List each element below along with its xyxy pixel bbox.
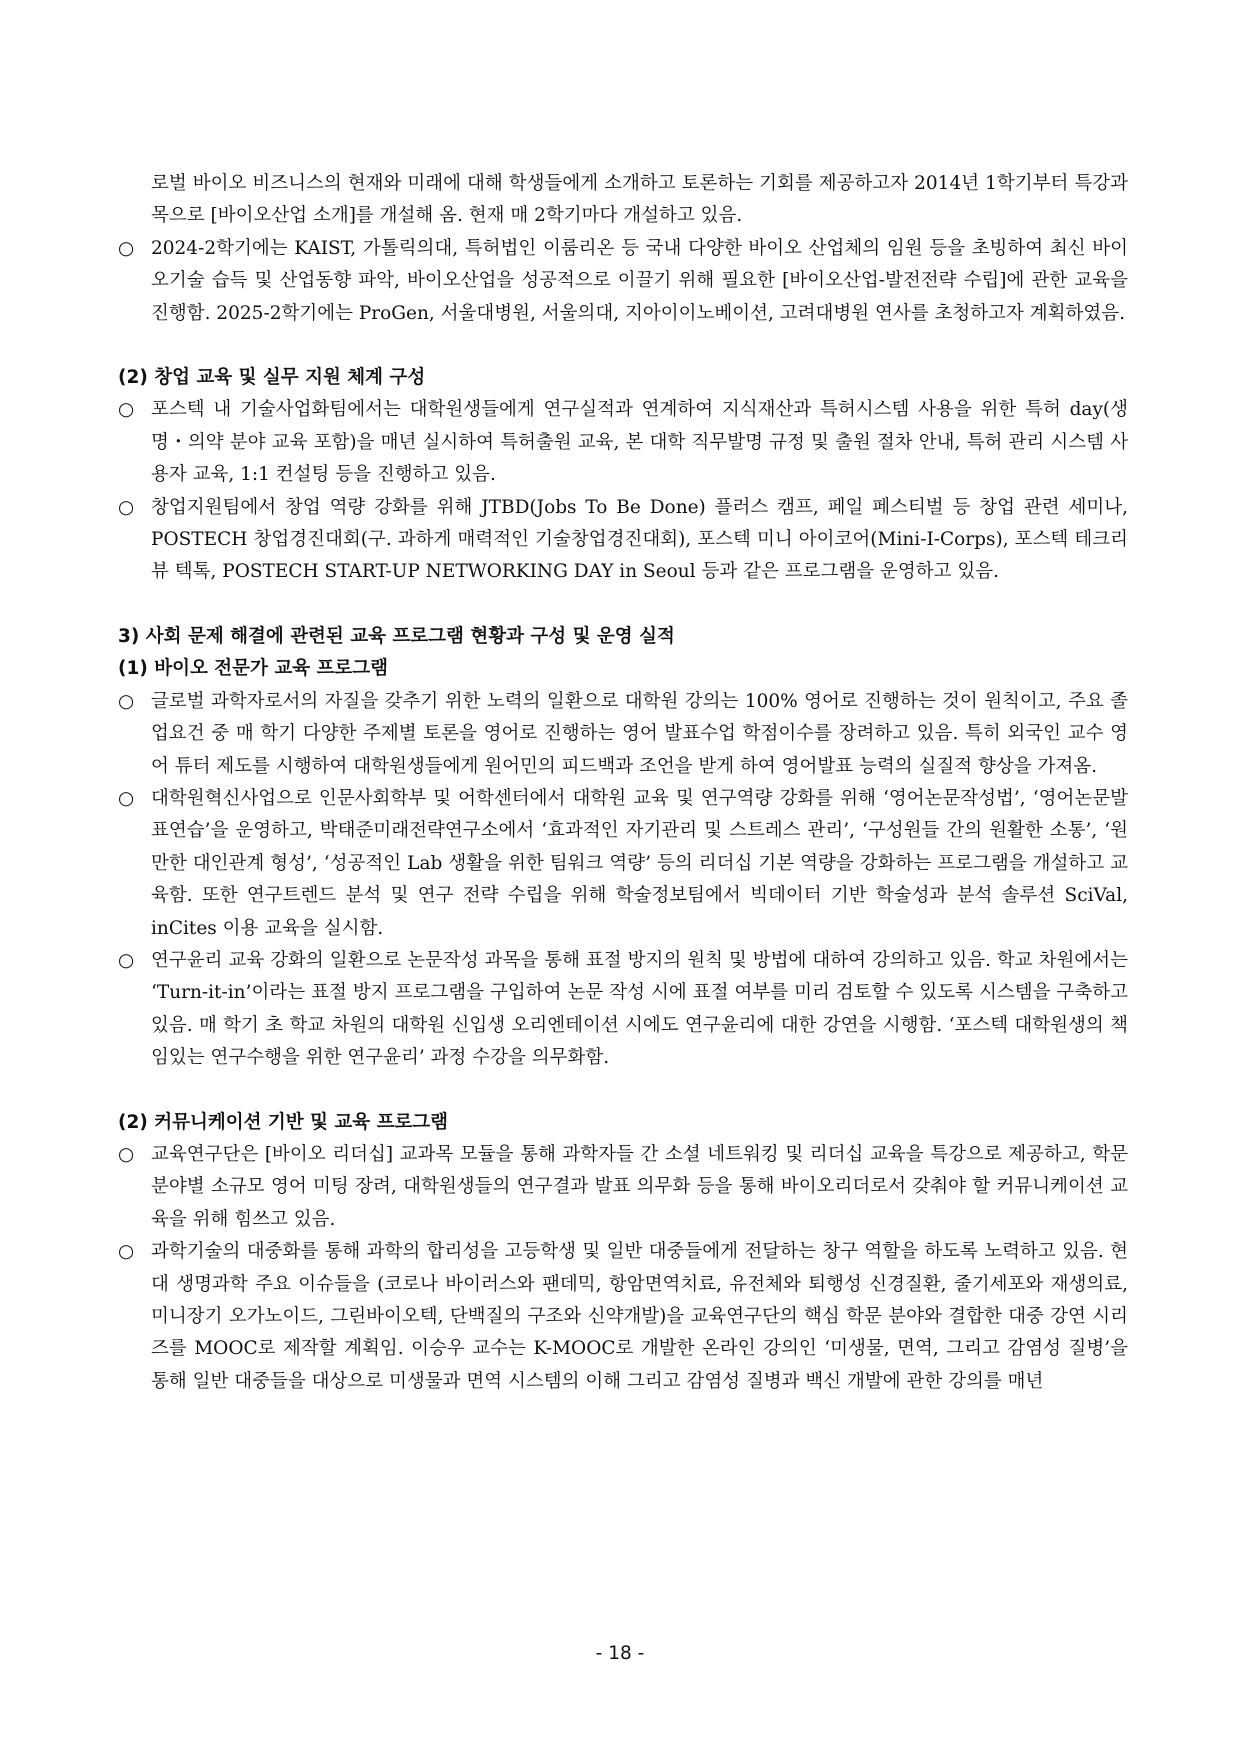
bullet-text: 과학기술의 대중화를 통해 과학의 합리성을 고등학생 및 일반 대중들에게 전달하는 창구 역할을 하도록 노력하고 있음. 현대 생명과학 주요 이슈들을 (코로나 바이러스와 팬데믹, 항암면역치료, 유전체와 퇴행성 신경질환, 줄기세포와 재생의료, 미니장기 오가노이드, 그린바이오텍, 단백질의 구조와 신약개발)을 교육연구단의 핵심 학문 분야와 결합한 대중 강연 시리즈를 MOOC로 제작할 계획임. 이승우 교수는 K-MOOC로 개발한 온라인 강의인 ‘미생물, 면역, 그리고 감염성 질병’을 통해 일반 대중들을 대상으로 미생물과 면역 시스템의 이해 그리고 감염성 질병과 백신 개발에 관한 강의를 매년 (151, 1241, 1128, 1392)
circle-bullet-icon: ○ (118, 237, 135, 259)
bullet-text: 포스텍 내 기술사업화팀에서는 대학원생들에게 연구실적과 연계하여 지식재산과 특허시스템 사용을 위한 특허 day(생명・의약 분야 교육 포함)을 매년 실시하여 특허출원 교육, 본 대학 직무발명 규정 및 출원 절차 안내, 특허 관리 시스템 사용자 교육, 1:1 컨설팅 등을 진행하고 있음. (151, 399, 1128, 486)
circle-bullet-icon: ○ (118, 1143, 135, 1165)
subsection-heading: (1) 바이오 전문가 교육 프로그램 (118, 658, 388, 680)
section-heading: 3) 사회 문제 해결에 관련된 교육 프로그램 현황과 구성 및 운영 실적 (118, 625, 675, 647)
bullet-text: 교육연구단은 [바이오 리더십] 교과목 모듈을 통해 과학자들 간 소셜 네트워킹 및 리더십 교육을 특강으로 제공하고, 학문 분야별 소규모 영어 미팅 장려, 대학원생들의 연구결과 발표 의무화 등을 통해 바이오리더로서 갖춰야 할 커뮤니케이션 교육을 위해 힘쓰고 있음. (151, 1143, 1128, 1230)
bullet-item (118, 686, 1128, 783)
spacer (118, 1075, 1128, 1107)
bullet-text: 창업지원팀에서 창업 역량 강화를 위해 JTBD(Jobs To Be Done) 플러스 캠프, 페일 페스티벌 등 창업 관련 세미나, POSTECH 창업경진대회(구. 과하게 매력적인 기술창업경진대회), 포스텍 미니 아이코어(Mini-I-Corps), 포스텍 테크리뷰 텍톡, POSTECH START-UP NETWORKING DAY in Seoul 등과 같은 프로그램을 운영하고 있음. (151, 496, 1128, 583)
continued-paragraph (118, 168, 1128, 233)
circle-bullet-icon: ○ (118, 787, 135, 809)
bullet-text: 대학원혁신사업으로 인문사회학부 및 어학센터에서 대학원 교육 및 연구역량 강화를 위해 ‘영어논문작성법’, ‘영어논문발표연습’을 운영하고, 박태준미래전략연구소에서 ‘효과적인 자기관리 및 스트레스 관리’, ‘구성원들 간의 원활한 소통’, ‘원만한 대인관계 형성’, ‘성공적인 Lab 생활을 위한 팀워크 역량’ 등의 리더십 기본 역량을 강화하는 프로그램을 개설하고 교육함. 또한 연구트렌드 분석 및 연구 전략 수립을 위해 학술정보팀에서 빅데이터 기반 학술성과 분석 솔루션 SciVal, inCites 이용 교육을 실시함. (151, 787, 1128, 939)
circle-bullet-icon: ○ (118, 496, 135, 518)
paragraph-text: 로벌 바이오 비즈니스의 현재와 미래에 대해 학생들에게 소개하고 토론하는 기회를 제공하고자 2014년 1학기부터 특강과목으로 [바이오산업 소개]를 개설해 옴. 현재 매 2학기마다 개설하고 있음. (151, 173, 1128, 227)
circle-bullet-icon: ○ (118, 399, 135, 421)
bullet-text: 글로벌 과학자로서의 자질을 갖추기 위한 노력의 일환으로 대학원 강의는 100% 영어로 진행하는 것이 원칙이고, 주요 졸업요건 중 매 학기 다양한 주제별 토론을 영어로 진행하는 영어 발표수업 학점이수를 장려하고 있음. 특히 외국인 교수 영어 튜터 제도를 시행하여 대학원생들에게 원어민의 피드백과 조언을 받게 하여 영어발표 능력의 실질적 향상을 가져옴. (151, 690, 1128, 777)
bullet-text: 연구윤리 교육 강화의 일환으로 논문작성 과목을 통해 표절 방지의 원칙 및 방법에 대하여 강의하고 있음. 학교 차원에서는 ‘Turn-it-in’이라는 표절 방지 프로그램을 구입하여 논문 작성 시에 표절 여부를 미리 검토할 수 있도록 시스템을 구축하고 있음. 매 학기 초 학교 차원의 대학원 신입생 오리엔테이션 시에도 연구윤리에 대한 강연을 시행함. ‘포스텍 대학원생의 책임있는 연구수행을 위한 연구윤리’ 과정 수강을 의무화함. (151, 949, 1128, 1069)
bullet-item (118, 783, 1128, 945)
bullet-item (118, 945, 1128, 1075)
subsection-heading: (2) 커뮤니케이션 기반 및 교육 프로그램 (118, 1111, 449, 1133)
bullet-item (118, 492, 1128, 589)
spacer (118, 589, 1128, 621)
section-heading: (2) 창업 교육 및 실무 지원 체계 구성 (118, 367, 426, 389)
bullet-item (118, 1139, 1128, 1236)
circle-bullet-icon: ○ (118, 949, 135, 971)
bullet-item (118, 1236, 1128, 1398)
bullet-item (118, 394, 1128, 491)
page-body (118, 168, 1128, 1398)
bullet-item (118, 233, 1128, 330)
spacer (118, 330, 1128, 362)
circle-bullet-icon: ○ (118, 690, 135, 712)
bullet-text: 2024-2학기에는 KAIST, 가톨릭의대, 특허법인 이룸리온 등 국내 다양한 바이오 산업체의 임원 등을 초빙하여 최신 바이오기술 습득 및 산업동향 파악, 바이오산업을 성공적으로 이끌기 위해 필요한 [바이오산업-발전전략 수립]에 관한 교육을 진행함. 2025-2학기에는 ProGen, 서울대병원, 서울의대, 지아이이노베이션, 고려대병원 연사를 초청하고자 계획하였음. (151, 237, 1128, 324)
circle-bullet-icon: ○ (118, 1241, 135, 1263)
page-number: - 18 - (595, 1643, 645, 1664)
